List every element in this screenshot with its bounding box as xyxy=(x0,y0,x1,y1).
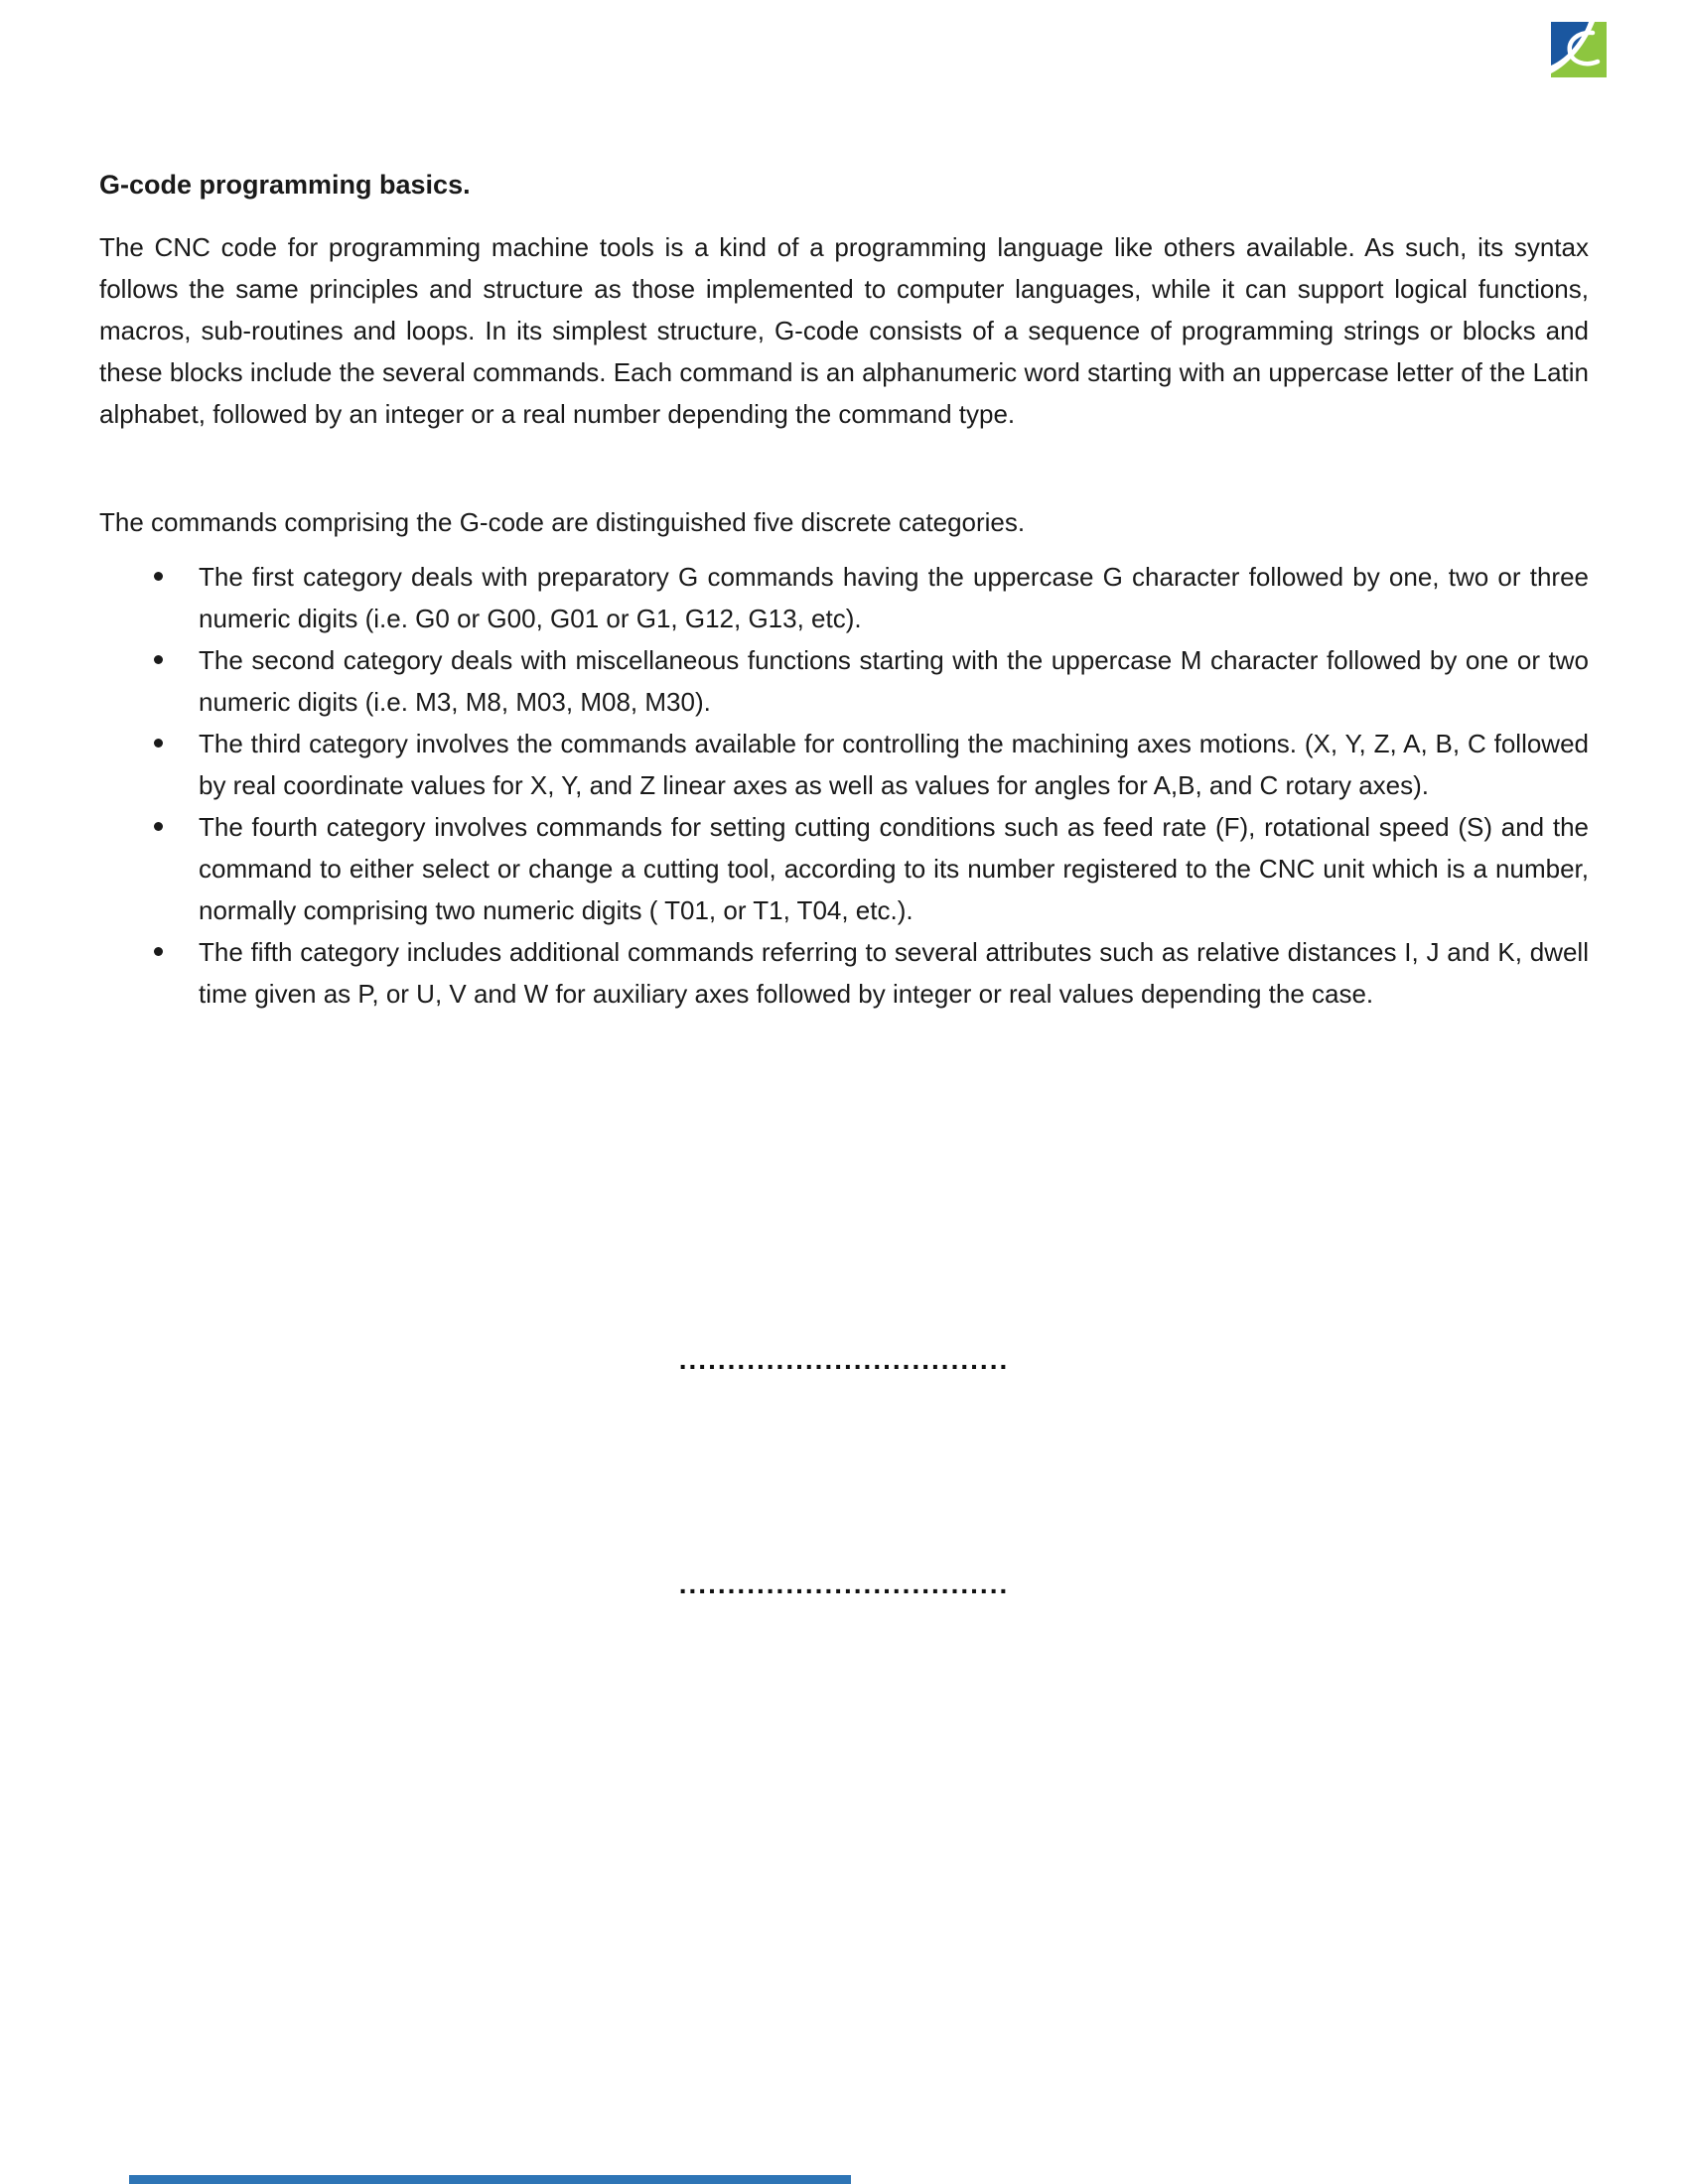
bullet-text: The third category involves the commands available for controlling the machining axes motions. (X, Y, Z, A, B, C followed by real coordinate values for X, Y, and Z linear axes as well as values for angles for A,B, and C rotary axes). xyxy=(199,729,1589,800)
bullet-marker xyxy=(154,572,163,581)
list-item xyxy=(99,931,1589,1015)
bullet-text: The fourth category involves commands for setting cutting conditions such as feed rate (F), rotational speed (S) and the command to either select or change a cutting tool, according to its number registered to the CNC unit which is a number, normally comprising two numeric digits ( T01, or T1, T04, etc.). xyxy=(199,812,1589,925)
intro-paragraph: The CNC code for programming machine tools is a kind of a programming language like others available. As such, its syntax follows the same principles and structure as those implemented to computer languages, while it can support logical functions, macros, sub-routines and loops. In its simplest structure, G-code consists of a sequence of programming strings or blocks and these blocks include the several commands. Each command is an alphanumeric word starting with an uppercase letter of the Latin alphabet, followed by an integer or a real number depending the command type. xyxy=(99,232,1589,429)
categories-bullet-list xyxy=(99,556,1589,1015)
bullet-marker xyxy=(154,655,163,664)
bullet-marker xyxy=(154,947,163,956)
bullet-marker xyxy=(154,739,163,748)
list-item xyxy=(99,639,1589,723)
company-logo-icon xyxy=(1551,22,1607,77)
bullet-text: The first category deals with preparatory G commands having the uppercase G character followed by one, two or three numeric digits (i.e. G0 or G00, G01 or G1, G12, G13, etc). xyxy=(199,562,1589,633)
dotted-separator-2: .................................. xyxy=(678,1569,1010,1599)
list-item xyxy=(99,806,1589,931)
bullet-text: The second category deals with miscellaneous functions starting with the uppercase M character followed by one or two numeric digits (i.e. M3, M8, M03, M08, M30). xyxy=(199,645,1589,717)
footer-blue-bar xyxy=(129,2175,851,2184)
list-item xyxy=(99,723,1589,806)
dotted-separator-1: .................................. xyxy=(678,1344,1010,1375)
page-title: G-code programming basics. xyxy=(99,170,471,200)
categories-intro-paragraph: The commands comprising the G-code are distinguished five discrete categories. xyxy=(99,507,1026,537)
bullet-text: The fifth category includes additional commands referring to several attributes such as relative distances I, J and K, dwell time given as P, or U, V and W for auxiliary axes followed by integer or real values depending the case. xyxy=(199,937,1589,1009)
bullet-marker xyxy=(154,822,163,831)
list-item xyxy=(99,556,1589,639)
